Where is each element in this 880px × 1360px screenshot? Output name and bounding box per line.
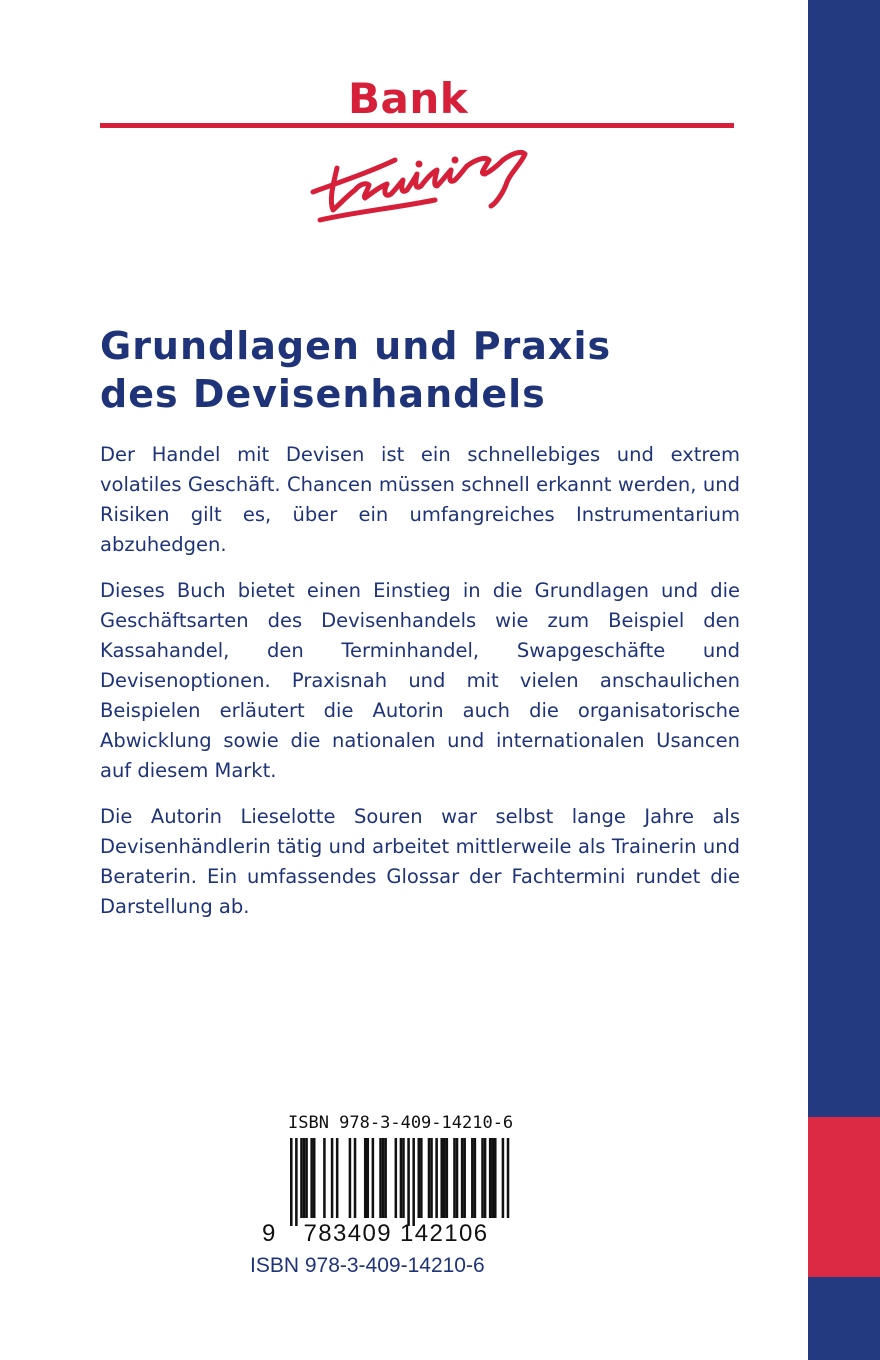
barcode-bar xyxy=(395,1138,398,1218)
barcode-bar xyxy=(453,1138,456,1218)
barcode-bar xyxy=(331,1138,334,1218)
blurb xyxy=(100,440,740,938)
barcode-bar xyxy=(420,1138,423,1218)
barcode-bar xyxy=(310,1138,313,1218)
barcode-bar xyxy=(364,1138,367,1218)
barcode-guard-bar xyxy=(407,1138,410,1226)
barcode-bar xyxy=(440,1138,443,1218)
book-title xyxy=(100,322,790,418)
barcode-bar xyxy=(402,1138,405,1218)
barcode-bar xyxy=(349,1138,352,1218)
barcode-bar xyxy=(313,1138,316,1218)
barcode-bar xyxy=(507,1138,510,1218)
barcode-bar xyxy=(463,1138,466,1218)
barcode-ean-digits: 783409 142106 xyxy=(303,1220,489,1247)
barcode-bar xyxy=(474,1138,477,1218)
blurb-paragraph-3: Die Autorin Lieselotte Souren war selbst lange Jahre als Devisenhändlerin tätig und arbeitet mittlerweile als Trainerin und Beraterin. Ein umfassendes Glossar der Fachtermini rundet die Darstellung ab. xyxy=(100,805,740,918)
book-title-line-2: des Devisenhandels xyxy=(100,372,546,416)
barcode-bar xyxy=(435,1138,438,1218)
barcode-isbn-label: ISBN 978-3-409-14210-6 xyxy=(288,1113,514,1133)
barcode-guard-bar xyxy=(290,1138,293,1226)
barcode-bar xyxy=(303,1138,306,1218)
brand-bank-wordmark: Bank xyxy=(348,74,469,123)
barcode-image xyxy=(260,1138,510,1228)
blurb-paragraph-2: Dieses Buch bietet einen Einstieg in die Grundlagen und die Geschäftsarten des Devisenhandels wie zum Beispiel den Kassahandel, den Terminhandel, Swapgeschäfte und Devisenoptionen. Praxisnah und mit vielen anschaulichen Beispielen erläutert die Autorin auch die organisatorische Abwicklung sowie die nationalen und internationalen Usancen auf diesem Markt. xyxy=(100,579,740,782)
barcode-bar xyxy=(443,1138,446,1218)
barcode-bar xyxy=(354,1138,357,1218)
barcode-bar xyxy=(372,1138,375,1218)
barcode-bar xyxy=(502,1138,505,1218)
barcode-bar xyxy=(367,1138,370,1218)
barcode-bar xyxy=(491,1138,494,1218)
barcode-bar xyxy=(428,1138,431,1218)
brand-rule xyxy=(100,123,734,128)
barcode-bar xyxy=(379,1138,382,1218)
barcode-bar xyxy=(489,1138,492,1218)
barcode-bar xyxy=(418,1138,421,1218)
barcode-bar xyxy=(494,1138,497,1218)
barcode-bar xyxy=(300,1138,303,1218)
barcode-guard-bar xyxy=(412,1138,415,1226)
barcode-bar xyxy=(336,1138,339,1218)
brand-training-script-logo xyxy=(285,130,555,230)
barcode-bar xyxy=(400,1138,403,1218)
barcode-bar xyxy=(430,1138,433,1218)
barcode-bar xyxy=(471,1138,474,1218)
barcode-bar xyxy=(305,1138,308,1218)
barcode-bar xyxy=(461,1138,464,1218)
barcode-bar xyxy=(484,1138,487,1218)
isbn-line: ISBN 978-3-409-14210-6 xyxy=(250,1254,485,1277)
barcode-bar xyxy=(382,1138,385,1218)
book-title-line-1: Grundlagen und Praxis xyxy=(100,324,612,368)
blurb-paragraph-1: Der Handel mit Devisen ist ein schnellebiges und extrem volatiles Geschäft. Chancen müssen schnell erkannt werden, und Risiken gilt es, über ein umfangreiches Instrumentarium abzuhedgen. xyxy=(100,443,740,556)
barcode-ean-first-digit: 9 xyxy=(262,1220,276,1247)
barcode-bar xyxy=(323,1138,326,1218)
barcode-bar xyxy=(481,1138,484,1218)
spine-red-band xyxy=(808,1117,880,1277)
barcode-bar xyxy=(384,1138,387,1218)
barcode-guard-bar xyxy=(295,1138,298,1226)
barcode-bar xyxy=(456,1138,459,1218)
barcode-bar xyxy=(446,1138,449,1218)
